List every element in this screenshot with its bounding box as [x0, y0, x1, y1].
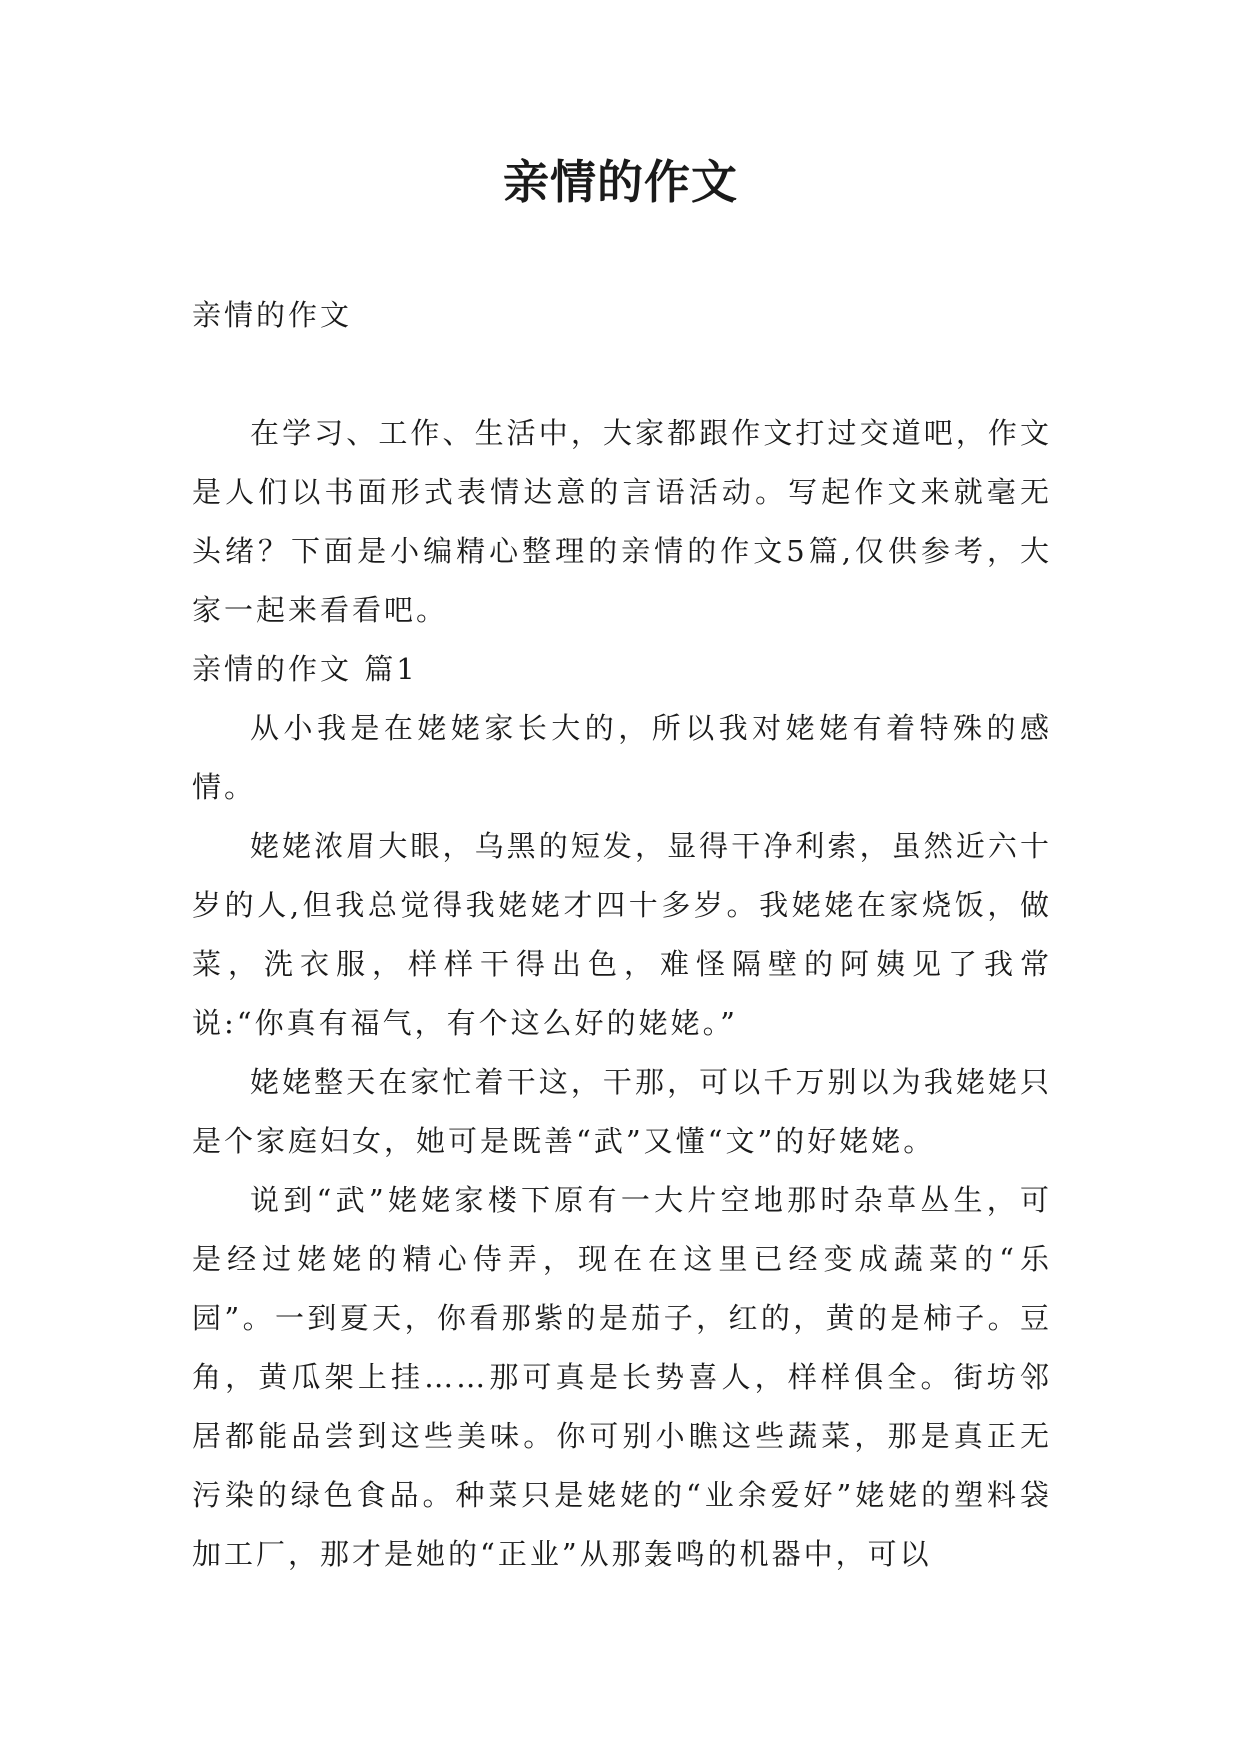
- paragraph: 姥姥浓眉大眼，乌黑的短发，显得干净利索，虽然近六十岁的人,但我总觉得我姥姥才四十多岁。我姥姥在家烧饭，做菜，洗衣服，样样干得出色，难怪隔壁的阿姨见了我常说:“你真有福气，有个这么好的姥姥。”: [192, 829, 1052, 1040]
- document-subtitle: 亲情的作文: [192, 298, 353, 332]
- paragraph: 从小我是在姥姥家长大的，所以我对姥姥有着特殊的感情。: [192, 711, 1052, 804]
- intro-paragraph: 在学习、工作、生活中，大家都跟作文打过交道吧，作文是人们以书面形式表情达意的言语活动。写起作文来就毫无头绪？下面是小编精心整理的亲情的作文5篇,仅供参考，大家一起来看看吧。: [192, 416, 1052, 627]
- paragraph: 说到“武”姥姥家楼下原有一大片空地那时杂草丛生，可是经过姥姥的精心侍弄，现在在这里已经变成蔬菜的“乐园”。一到夏天，你看那紫的是茄子，红的，黄的是柿子。豆角，黄瓜架上挂……那可真是长势喜人，样样俱全。街坊邻居都能品尝到这些美味。你可别小瞧这些蔬菜，那是真正无污染的绿色食品。种菜只是姥姥的“业余爱好”姥姥的塑料袋加工厂，那才是她的“正业”从那轰鸣的机器中，可以: [192, 1183, 1052, 1571]
- blank-line: [192, 345, 1052, 404]
- paragraph: 姥姥整天在家忙着干这，干那，可以千万别以为我姥姥只是个家庭妇女，她可是既善“武”又懂“文”的好姥姥。: [192, 1065, 1052, 1158]
- document-body: [192, 286, 1052, 1584]
- section-heading: 亲情的作文 篇1: [192, 652, 418, 686]
- document-title: 亲情的作文: [503, 155, 738, 209]
